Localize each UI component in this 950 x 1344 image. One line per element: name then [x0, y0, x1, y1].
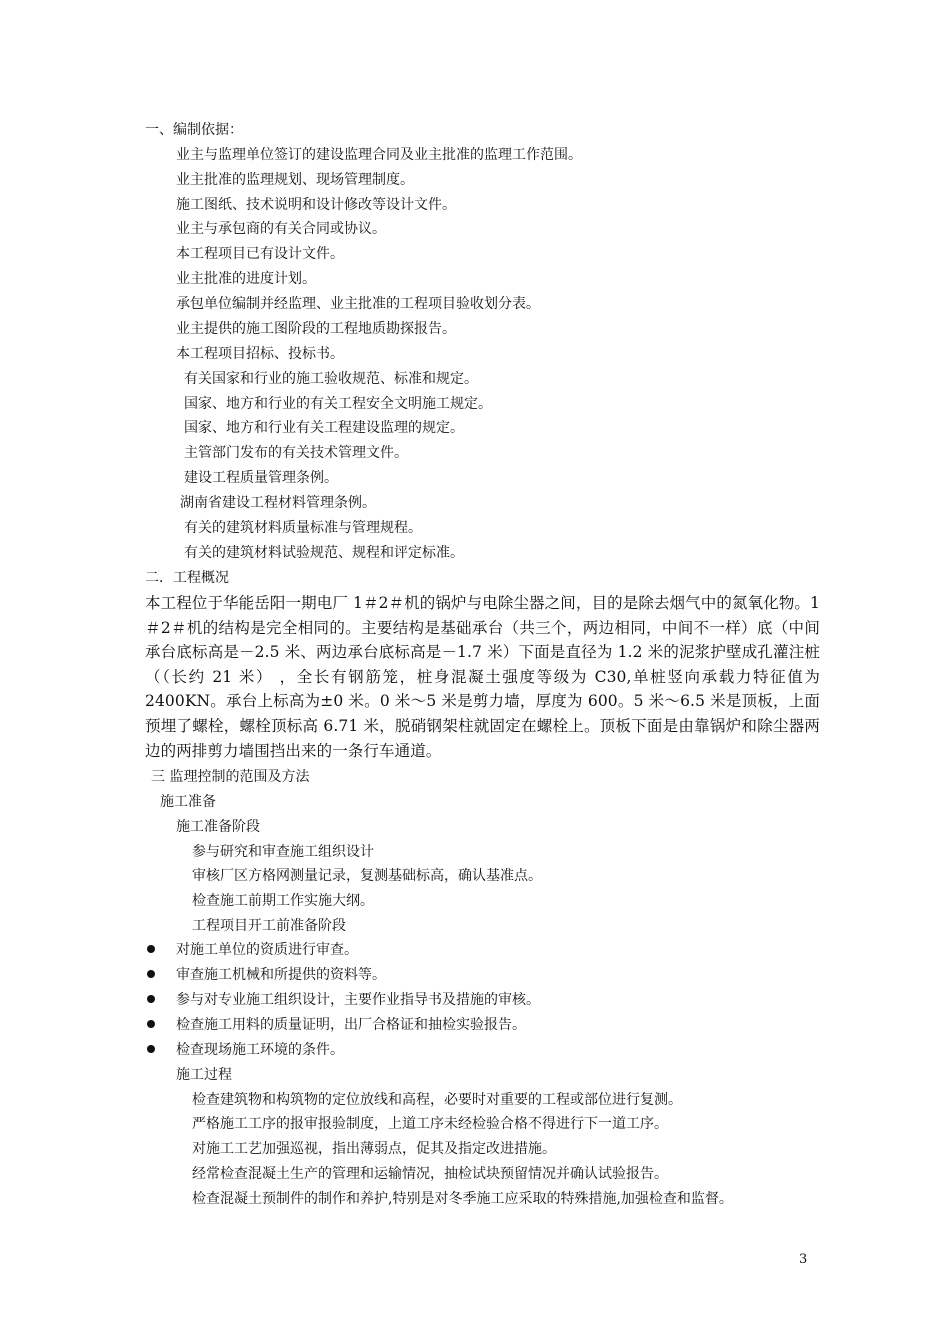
page-number: 3 [799, 1252, 808, 1267]
bullet-item: 审查施工机械和所提供的资料等。 [176, 967, 386, 983]
process-item: 检查混凝土预制件的制作和养护,特别是对冬季施工应采取的特殊措施,加强检查和监督。 [192, 1191, 733, 1207]
basis-item: 湖南省建设工程材料管理条例。 [180, 495, 376, 511]
basis-item: 建设工程质量管理条例。 [184, 470, 338, 486]
basis-item: 业主与承包商的有关合同或协议。 [176, 221, 386, 237]
bullet-item: 对施工单位的资质进行审查。 [176, 942, 358, 958]
section-2-heading: 二．工程概况 [145, 570, 229, 586]
bullet-icon [147, 1045, 155, 1053]
section-3-heading: 三 监理控制的范围及方法 [151, 769, 310, 785]
basis-item: 业主与监理单位签订的建设监理合同及业主批准的监理工作范围。 [176, 147, 582, 163]
basis-item: 业主批准的监理规划、现场管理制度。 [176, 172, 414, 188]
bullet-item: 参与对专业施工组织设计，主要作业指导书及措施的审核。 [176, 992, 540, 1008]
basis-item: 业主批准的进度计划。 [176, 271, 316, 287]
bullet-icon [147, 945, 155, 953]
basis-item: 主管部门发布的有关技术管理文件。 [184, 445, 408, 461]
preparation-item: 工程项目开工前准备阶段 [192, 918, 346, 934]
subheading-preparation-stage: 施工准备阶段 [176, 819, 260, 835]
bullet-icon [147, 995, 155, 1003]
basis-item: 本工程项目招标、投标书。 [176, 346, 344, 362]
preparation-item: 参与研究和审查施工组织设计 [192, 844, 374, 860]
preparation-item: 检查施工前期工作实施大纲。 [192, 893, 374, 909]
section-1-heading: 一、编制依据： [145, 122, 243, 138]
bullet-icon [147, 970, 155, 978]
subheading-preparation: 施工准备 [160, 794, 216, 810]
process-item: 经常检查混凝土生产的管理和运输情况，抽检试块预留情况并确认试验报告。 [192, 1166, 668, 1182]
basis-item: 施工图纸、技术说明和设计修改等设计文件。 [176, 197, 456, 213]
bullet-icon [147, 1020, 155, 1028]
basis-item: 有关的建筑材料质量标准与管理规程。 [184, 520, 422, 536]
process-item: 严格施工工序的报审报验制度，上道工序未经检验合格不得进行下一道工序。 [192, 1116, 668, 1132]
basis-item: 国家、地方和行业有关工程建设监理的规定。 [184, 420, 464, 436]
basis-item: 有关国家和行业的施工验收规范、标准和规定。 [184, 371, 478, 387]
project-overview-paragraph: 本工程位于华能岳阳一期电厂 1＃2＃机的锅炉与电除尘器之间，目的是除去烟气中的氮氧化物。1＃2＃机的结构是完全相同的。主要结构是基础承台（共三个，两边相同，中间不一样）底（中间承台底标高是－2.5 米、两边承台底标高是－1.7 米）下面是直径为 1.2 米的泥浆护壁成孔灌注桩（（长约 21 米） ，全长有钢筋笼，桩身混凝土强度等级为 C30,单桩竖向承载力特征值为 2400KN。承台上标高为±0 米。0 米～5 米是剪力墙，厚度为 600。5 米～6.5 米是顶板，上面预埋了螺栓，螺栓顶标高 6.71 米，脱硝钢架柱就固定在螺栓上。顶板下面是由靠锅炉和除尘器两边的两排剪力墙围挡出来的一条行车通道。 [145, 594, 820, 760]
basis-item: 业主提供的施工图阶段的工程地质勘探报告。 [176, 321, 456, 337]
bullet-item: 检查施工用料的质量证明，出厂合格证和抽检实验报告。 [176, 1017, 526, 1033]
preparation-item: 审核厂区方格网测量记录，复测基础标高，确认基准点。 [192, 868, 542, 884]
basis-item: 有关的建筑材料试验规范、规程和评定标准。 [184, 545, 464, 561]
basis-item: 国家、地方和行业的有关工程安全文明施工规定。 [184, 396, 492, 412]
basis-item: 本工程项目已有设计文件。 [176, 246, 344, 262]
process-item: 检查建筑物和构筑物的定位放线和高程，必要时对重要的工程或部位进行复测。 [192, 1092, 682, 1108]
process-item: 对施工工艺加强巡视，指出薄弱点，促其及指定改进措施。 [192, 1141, 556, 1157]
subheading-process: 施工过程 [176, 1067, 232, 1083]
basis-item: 承包单位编制并经监理、业主批准的工程项目验收划分表。 [176, 296, 540, 312]
bullet-item: 检查现场施工环境的条件。 [176, 1042, 344, 1058]
